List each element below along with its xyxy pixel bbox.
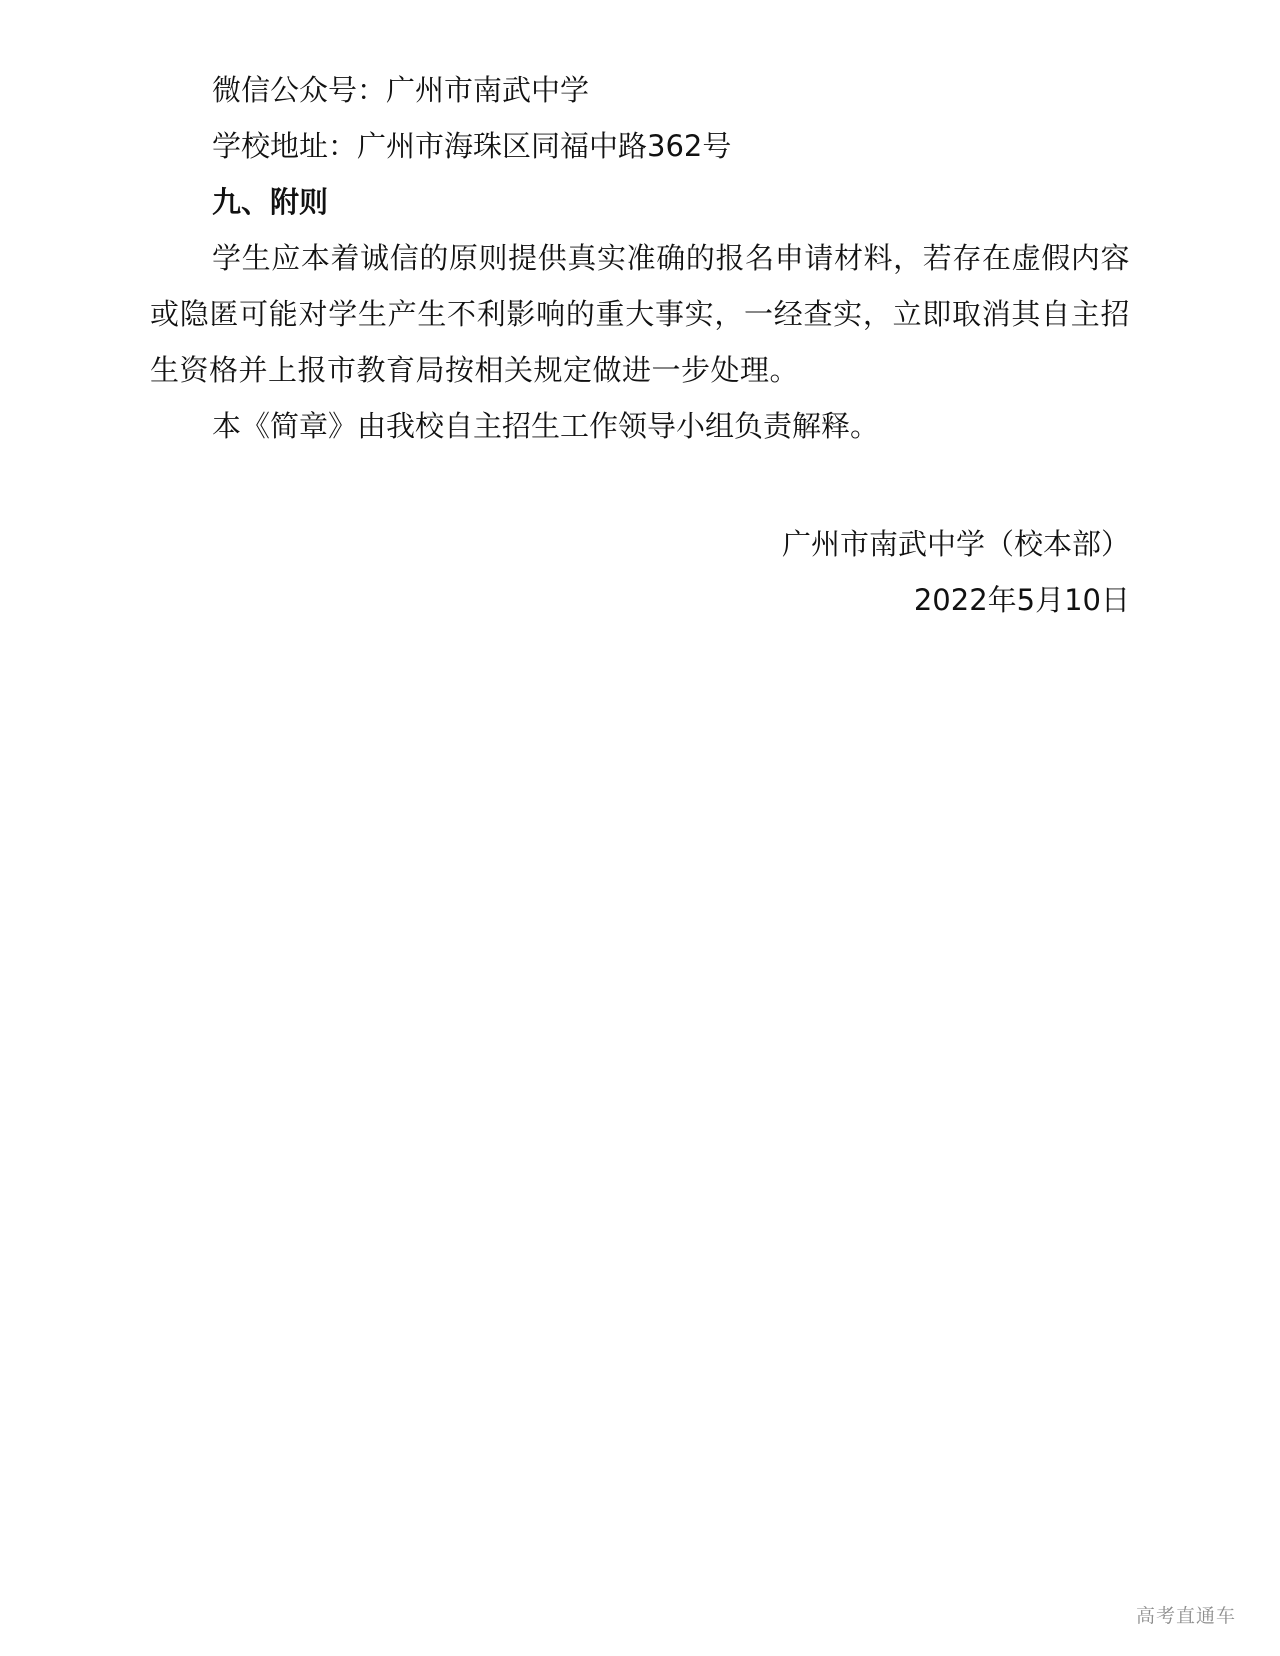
signature-school: 广州市南武中学（校本部） [781, 527, 1130, 561]
watermark: 高考直通车 [1135, 1605, 1236, 1627]
document-body [150, 62, 1130, 454]
school-address-line: 学校地址：广州市海珠区同福中路362号 [212, 129, 732, 163]
appendix-paragraph-interpretation: 本《简章》由我校自主招生工作领导小组负责解释。 [212, 409, 880, 443]
appendix-paragraph-integrity: 学生应本着诚信的原则提供真实准确的报名申请材料，若存在虚假内容或隐匿可能对学生产生不利影响的重大事实，一经查实，立即取消其自主招生资格并上报市教育局按相关规定做进一步处理。 [150, 241, 1130, 387]
appendix-heading: 九、附则 [212, 185, 329, 219]
signature-date: 2022年5月10日 [913, 583, 1130, 617]
wechat-account-line: 微信公众号：广州市南武中学 [212, 73, 590, 107]
signature-block [782, 516, 1130, 628]
